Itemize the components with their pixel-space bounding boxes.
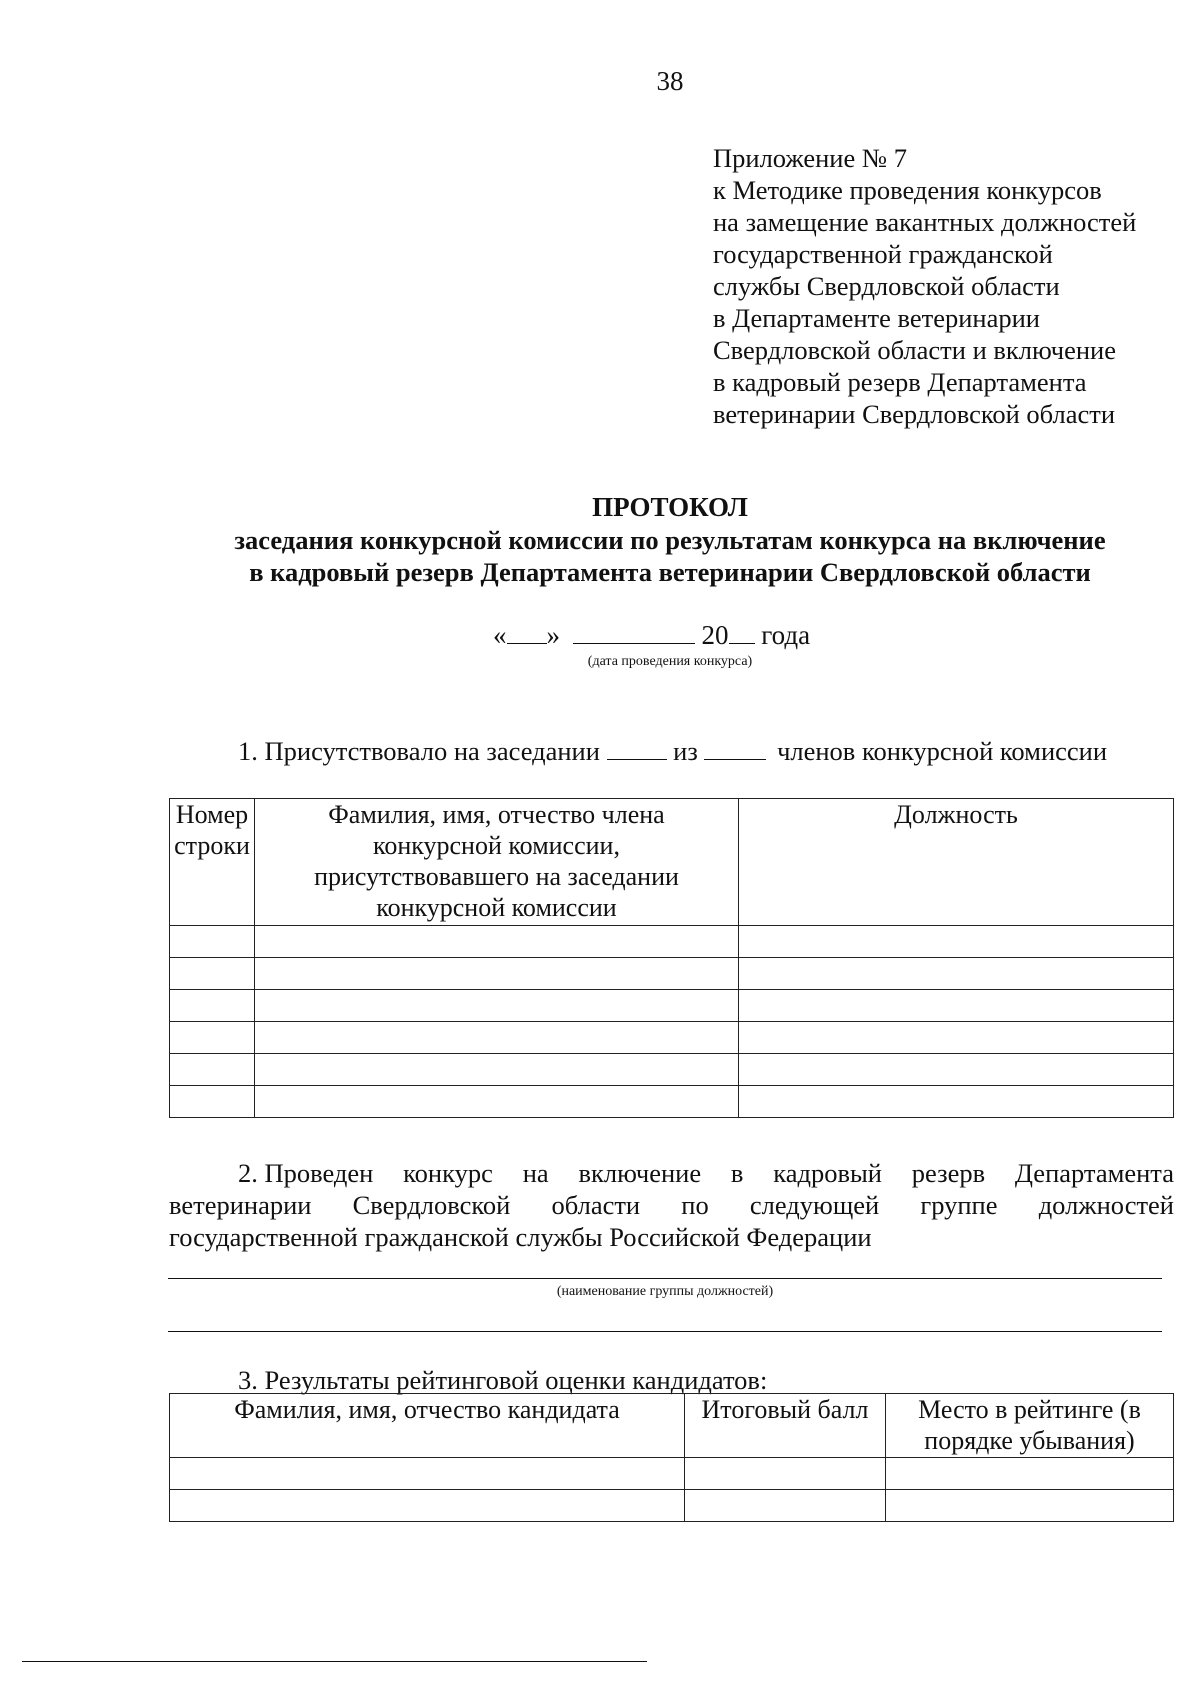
date-caption: (дата проведения конкурса): [587, 654, 753, 669]
table-cell: [739, 1022, 1174, 1054]
table-cell: [739, 958, 1174, 990]
footer-rule: [22, 1661, 647, 1662]
word: включение: [578, 1158, 702, 1188]
day-blank: [507, 621, 547, 644]
appendix-line: службы Свердловской области: [713, 271, 1060, 301]
section-2-line-3: государственной гражданской службы Российской Федерации: [169, 1222, 872, 1252]
table-row: [170, 1054, 1174, 1086]
word: конкурс: [403, 1158, 493, 1188]
word: в: [730, 1158, 744, 1188]
total-count-blank: [704, 737, 766, 760]
header-candidate-name: Фамилия, имя, отчество кандидата: [170, 1394, 685, 1458]
month-blank: [573, 621, 695, 644]
section-1-attendance: [238, 735, 1107, 767]
table-row: [170, 990, 1174, 1022]
word: следующей: [749, 1190, 880, 1220]
table-row: [170, 1458, 1174, 1490]
table-cell: [255, 1054, 739, 1086]
word: на: [522, 1158, 549, 1188]
table-cell: [255, 990, 739, 1022]
table-cell: [170, 990, 255, 1022]
section-2-line-1: [169, 1157, 1174, 1189]
appendix-line: в Департаменте ветеринарии: [713, 303, 1040, 333]
table-cell: [255, 1022, 739, 1054]
word: ветеринарии: [169, 1190, 312, 1220]
word: области: [551, 1190, 641, 1220]
table-cell: [685, 1458, 886, 1490]
appendix-block: [713, 142, 1136, 430]
page-number: 38: [656, 66, 684, 96]
table-cell: [255, 926, 739, 958]
table-cell: [739, 990, 1174, 1022]
section-2-line-2: [169, 1189, 1174, 1221]
table-cell: [739, 1086, 1174, 1118]
table-cell: [170, 926, 255, 958]
protocol-subtitle-line-1: заседания конкурсной комиссии по результатам конкурса на включение: [234, 525, 1106, 555]
table-cell: [255, 958, 739, 990]
header-position: Должность: [739, 799, 1174, 926]
year-suffix: года: [761, 620, 811, 650]
protocol-subtitle-line-2: в кадровый резерв Департамента ветеринарии Свердловской области: [249, 557, 1091, 587]
table-cell: [170, 958, 255, 990]
appendix-line: Свердловской области и включение: [713, 335, 1116, 365]
word: Департамента: [1014, 1158, 1174, 1188]
table-row: [170, 1022, 1174, 1054]
table-header-row: [170, 1394, 1174, 1458]
table-cell: [170, 1054, 255, 1086]
table-cell: [170, 1086, 255, 1118]
attendees-table: [169, 798, 1174, 1118]
present-count-blank: [607, 737, 667, 760]
year-prefix: 20: [701, 620, 729, 650]
header-member-name: Фамилия, имя, отчество члена конкурсной комиссии, присутствовавшего на заседании конкурсной комиссии: [255, 799, 739, 926]
meeting-date-line: [493, 620, 810, 651]
appendix-line: государственной гражданской: [713, 239, 1053, 269]
word: 2. Проведен: [238, 1158, 374, 1188]
position-group-line-2: [168, 1331, 1162, 1332]
word: по: [681, 1190, 709, 1220]
header-rating-place: Место в рейтинге (в порядке убывания): [886, 1394, 1174, 1458]
appendix-line: Приложение № 7: [713, 143, 908, 173]
word: группе: [920, 1190, 998, 1220]
position-group-line: [168, 1278, 1162, 1279]
appendix-line: на замещение вакантных должностей: [713, 207, 1137, 237]
rating-table: [169, 1393, 1174, 1522]
table-cell: [170, 1022, 255, 1054]
attendance-text-after: членов конкурсной комиссии: [777, 736, 1108, 766]
table-row: [170, 958, 1174, 990]
table-cell: [739, 1054, 1174, 1086]
header-final-score: Итоговый балл: [685, 1394, 886, 1458]
word: кадровый: [773, 1158, 882, 1188]
appendix-line: ветеринарии Свердловской области: [713, 399, 1116, 429]
table-cell: [255, 1086, 739, 1118]
table-cell: [685, 1490, 886, 1522]
attendance-text-before: 1. Присутствовало на заседании: [238, 736, 600, 766]
word: должностей: [1038, 1190, 1174, 1220]
header-row-number: Номер строки: [170, 799, 255, 926]
word: Свердловской: [352, 1190, 511, 1220]
appendix-line: в кадровый резерв Департамента: [713, 367, 1087, 397]
attendance-text-middle: из: [673, 736, 698, 766]
section-2-paragraph: [169, 1157, 1174, 1253]
appendix-line: к Методике проведения конкурсов: [713, 175, 1102, 205]
protocol-title: ПРОТОКОЛ: [592, 492, 748, 522]
table-row: [170, 1490, 1174, 1522]
table-cell: [170, 1490, 685, 1522]
table-cell: [170, 1458, 685, 1490]
table-header-row: [170, 799, 1174, 926]
table-row: [170, 1086, 1174, 1118]
date-close-quote: »: [546, 620, 560, 650]
date-open-quote: «: [493, 620, 507, 650]
section-3-heading: 3. Результаты рейтинговой оценки кандидатов:: [238, 1365, 768, 1395]
position-group-caption: (наименование группы должностей): [556, 1284, 774, 1299]
table-cell: [739, 926, 1174, 958]
table-cell: [886, 1458, 1174, 1490]
table-cell: [886, 1490, 1174, 1522]
table-row: [170, 926, 1174, 958]
year-blank: [729, 621, 755, 644]
word: резерв: [911, 1158, 986, 1188]
